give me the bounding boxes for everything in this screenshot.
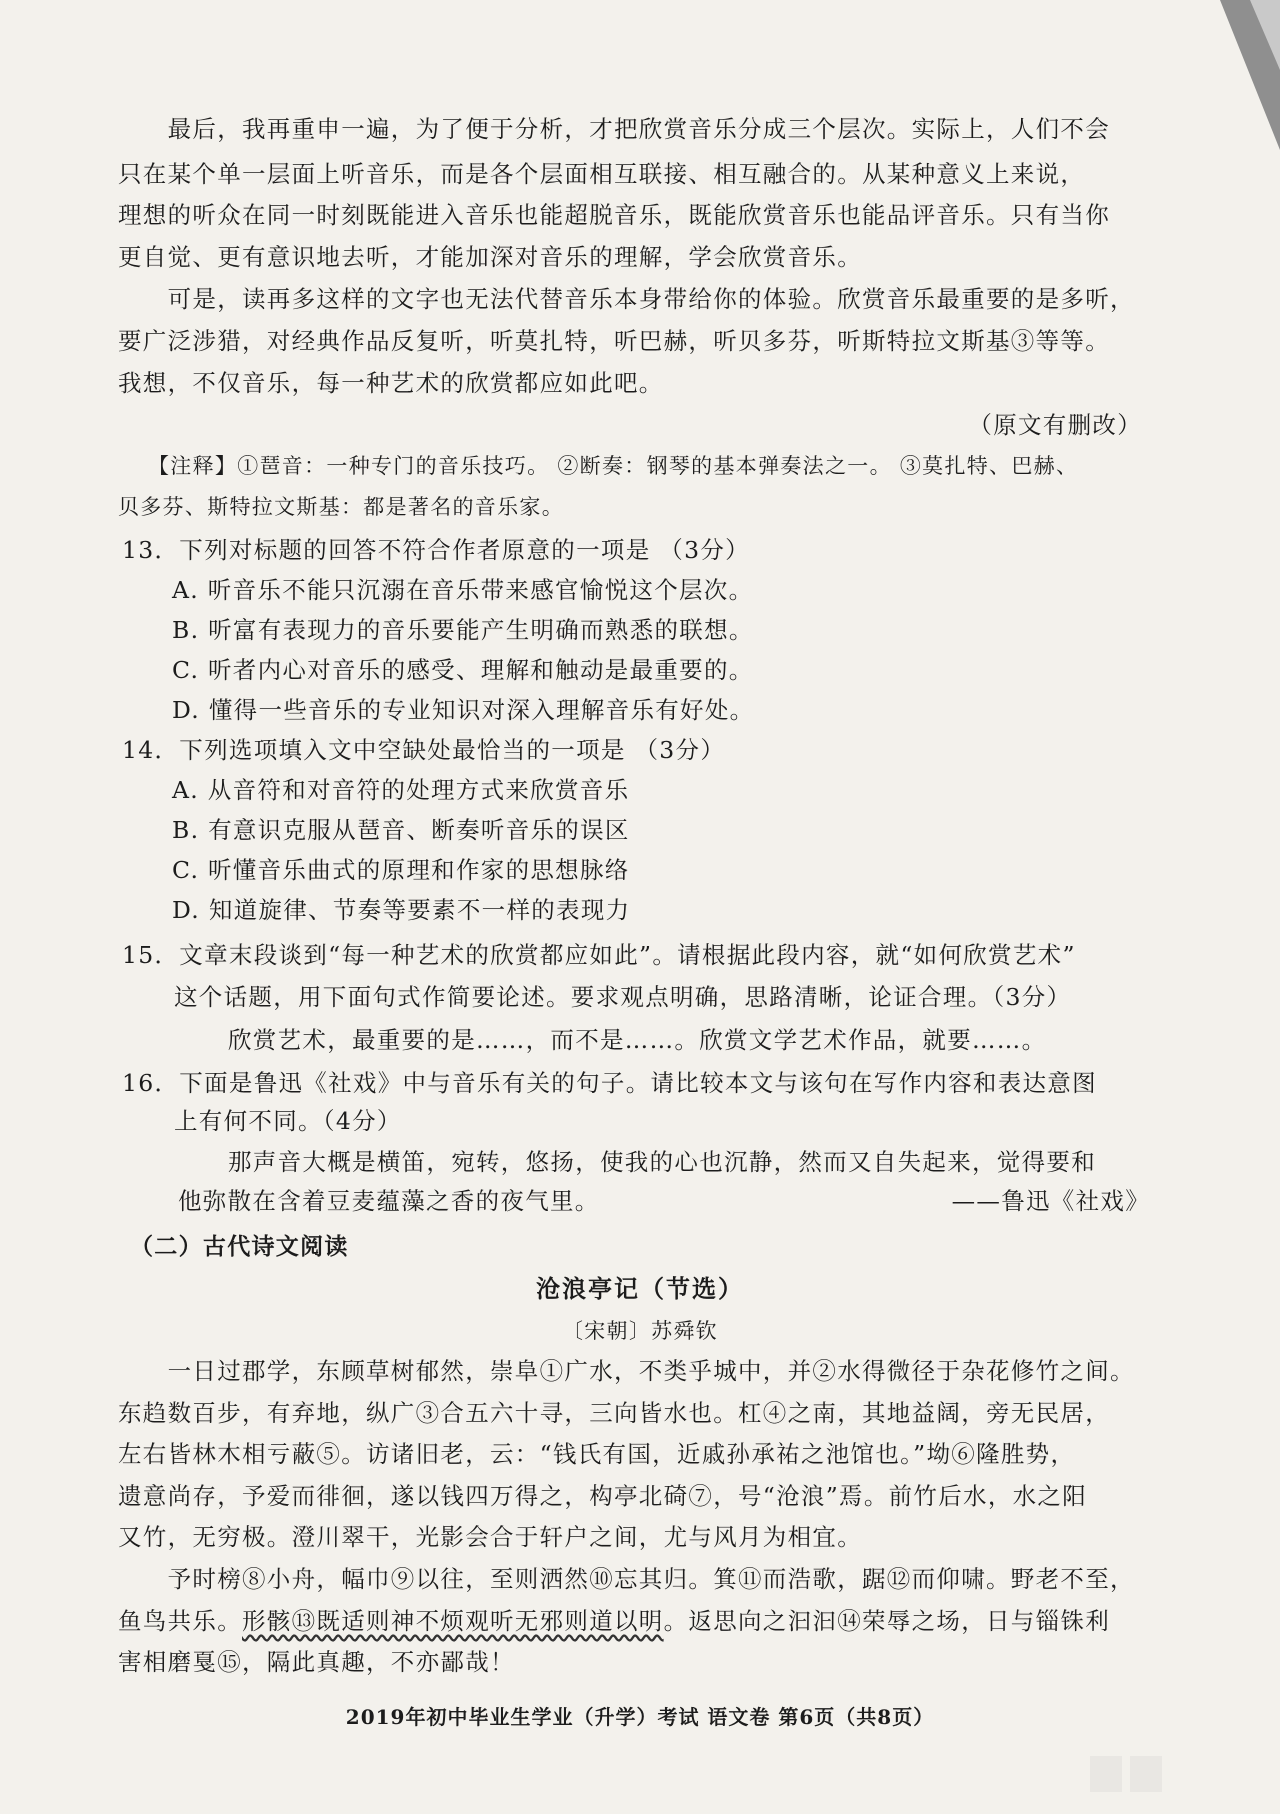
classical-text-line: 遗意尚存，予爱而徘徊，遂以钱四万得之，构亭北碕⑦，号“沧浪”焉。前竹后水，水之阳 — [118, 1482, 1088, 1510]
text-segment: 。返思向之汩汩⑭荣辱之场，日与锱铢利 — [663, 1607, 1111, 1635]
question-14-option: B. 有意识克服从琶音、断奏听音乐的误区 — [172, 816, 630, 844]
poem-author: 〔宋朝〕苏舜钦 — [561, 1319, 719, 1343]
question-13-option: D. 懂得一些音乐的专业知识对深入理解音乐有好处。 — [172, 696, 755, 724]
question-13-option: B. 听富有表现力的音乐要能产生明确而熟悉的联想。 — [172, 616, 754, 644]
text-line: 可是，读再多这样的文字也无法代替音乐本身带给你的体验。欣赏音乐最重要的是多听， — [118, 285, 1135, 313]
text-line: 最后，我再重申一遍，为了便于分析，才把欣赏音乐分成三个层次。实际上，人们不会 — [118, 115, 1110, 143]
page-corner-fold-highlight — [1250, 0, 1280, 70]
quote-attribution: ——鲁迅《社戏》 — [951, 1187, 1150, 1215]
question-15-stem: 15．文章末段谈到“每一种艺术的欣赏都应如此”。请根据此段内容，就“如何欣赏艺术” — [122, 941, 1076, 969]
quote-line: 他弥散在含着豆麦蕴藻之香的夜气里。 — [178, 1187, 600, 1215]
question-16-stem: 16．下面是鲁迅《社戏》中与音乐有关的句子。请比较本文与该句在写作内容和表达意图 — [122, 1069, 1097, 1097]
watermark-blocks — [1090, 1756, 1210, 1804]
classical-text-line: 又竹，无穷极。澄川翠干，光影会合于轩户之间，尤与风月为相宜。 — [118, 1523, 862, 1551]
classical-text-line: 东趋数百步，有弃地，纵广③合五六十寻，三向皆水也。杠④之南，其地益阔，旁无民居， — [118, 1399, 1110, 1427]
classical-text-line: 害相磨戛⑮，隔此真趣，不亦鄙哉！ — [118, 1648, 515, 1676]
text-line: 理想的听众在同一时刻既能进入音乐也能超脱音乐，既能欣赏音乐也能品评音乐。只有当你 — [118, 201, 1110, 229]
question-16-stem: 上有何不同。（4分） — [174, 1107, 402, 1135]
question-14-option: C. 听懂音乐曲式的原理和作家的思想脉络 — [172, 856, 630, 884]
classical-text-line: 左右皆林木相亏蔽⑤。访诸旧老，云：“钱氏有国，近戚孙承祐之池馆也。”坳⑥隆胜势， — [118, 1440, 1076, 1468]
text-line: 要广泛涉猎，对经典作品反复听，听莫扎特，听巴赫，听贝多芬，听斯特拉文斯基③等等。 — [118, 327, 1110, 355]
question-14-option: D. 知道旋律、节奏等要素不一样的表现力 — [172, 896, 631, 924]
question-13-option: A. 听音乐不能只沉溺在音乐带来感官愉悦这个层次。 — [172, 576, 754, 604]
question-14-stem: 14．下列选项填入文中空缺处最恰当的一项是 （3分） — [122, 736, 726, 764]
annotation-line: 【注释】①琶音：一种专门的音乐技巧。 ②断奏：钢琴的基本弹奏法之一。 ③莫扎特、巴赫、 — [148, 454, 1079, 478]
question-15-template: 欣赏艺术，最重要的是……，而不是……。欣赏文学艺术作品，就要……。 — [228, 1026, 1047, 1054]
classical-text-line: 一日过郡学，东顾草树郁然，崇阜①广水，不类乎城中，并②水得微径于杂花修竹之间。 — [118, 1357, 1135, 1385]
question-13-stem: 13．下列对标题的回答不符合作者原意的一项是 （3分） — [122, 536, 750, 564]
classical-text-line: 予时榜⑧小舟，幅巾⑨以往，至则洒然⑩忘其归。箕⑪而浩歌，踞⑫而仰啸。野老不至， — [118, 1565, 1135, 1593]
quote-line: 那声音大概是横笛，宛转，悠扬，使我的心也沉静，然而又自失起来，觉得要和 — [228, 1148, 1096, 1176]
text-line: 我想，不仅音乐，每一种艺术的欣赏都应如此吧。 — [118, 369, 664, 397]
question-15-stem: 这个话题，用下面句式作简要论述。要求观点明确，思路清晰，论证合理。（3分） — [174, 983, 1072, 1011]
poem-title: 沧浪亭记（节选） — [536, 1274, 744, 1303]
question-14-option: A. 从音符和对音符的处理方式来欣赏音乐 — [172, 776, 630, 804]
classical-text-line — [118, 1604, 1110, 1638]
section-heading: （二）古代诗文阅读 — [130, 1234, 349, 1260]
text-line: 更自觉、更有意识地去听，才能加深对音乐的理解，学会欣赏音乐。 — [118, 243, 862, 271]
text-segment: 鱼鸟共乐。 — [118, 1607, 242, 1635]
question-13-option: C. 听者内心对音乐的感受、理解和触动是最重要的。 — [172, 656, 754, 684]
annotation-line: 贝多芬、斯特拉文斯基：都是著名的音乐家。 — [118, 495, 564, 519]
text-line: 只在某个单一层面上听音乐，而是各个层面相互联接、相互融合的。从某种意义上来说， — [118, 160, 1086, 188]
source-note: （原文有删改） — [968, 411, 1142, 439]
wavy-underlined-sentence: 形骸⑬既适则神不烦观听无邪则道以明 — [242, 1607, 664, 1635]
page-footer: 2019年初中毕业生学业（升学）考试 语文卷 第6页（共8页） — [345, 1705, 935, 1729]
